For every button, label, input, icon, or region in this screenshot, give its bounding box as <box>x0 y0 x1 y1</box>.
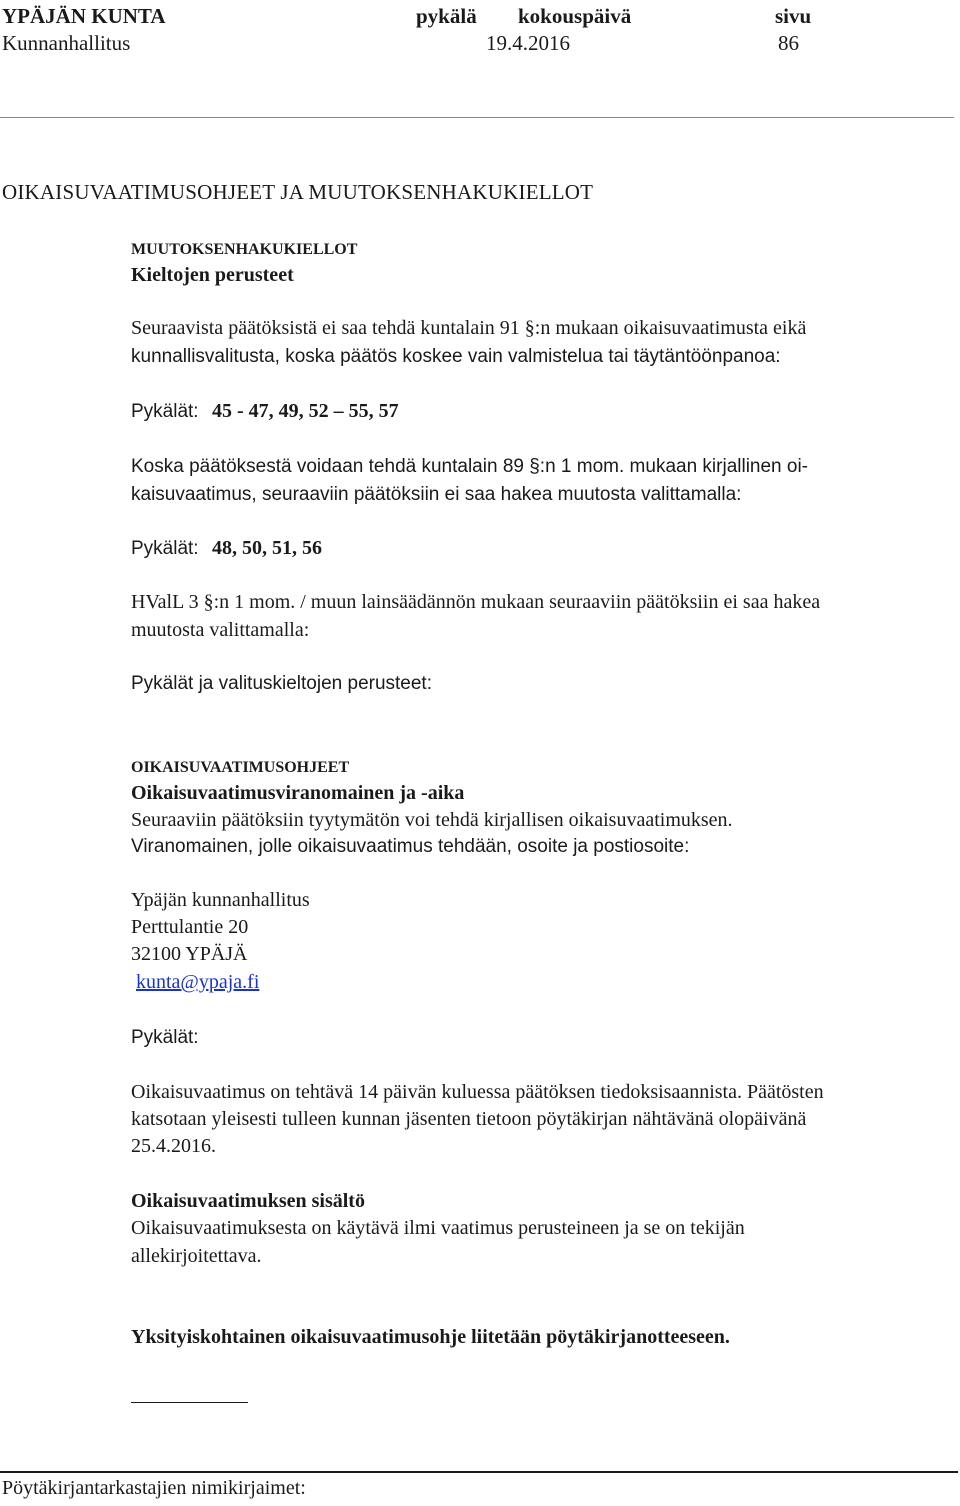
address-city: 32100 YPÄJÄ <box>131 943 248 965</box>
footer-divider <box>0 1471 958 1473</box>
content-line2: allekirjoitettava. <box>131 1245 262 1267</box>
instructions-heading: OIKAISUVAATIMUSOHJEET <box>131 759 350 776</box>
appendix-note: Yksityiskohtainen oikaisuvaatimusohje liitetään pöytäkirjanotteeseen. <box>131 1326 730 1348</box>
header-divider <box>0 117 954 118</box>
instructions-sections-label: Pykälät: <box>131 1027 199 1048</box>
address-name: Ypäjän kunnanhallitus <box>131 889 310 911</box>
header-col-section: pykälä <box>416 4 477 28</box>
org-name: YPÄJÄN KUNTA <box>2 4 166 28</box>
sections3-label: Pykälät ja valituskieltojen perusteet: <box>131 673 432 694</box>
content-heading: Oikaisuvaatimuksen sisältö <box>131 1190 365 1212</box>
restrictions-subheading: Kieltojen perusteet <box>131 264 294 286</box>
content-line1: Oikaisuvaatimuksesta on käytävä ilmi vaatimus perusteineen ja se on tekijän <box>131 1217 745 1239</box>
page-title: OIKAISUVAATIMUSOHJEET JA MUUTOKSENHAKUKIELLOT <box>2 180 594 204</box>
restrictions-para3-line2: muutosta valittamalla: <box>131 619 310 641</box>
signature-line <box>131 1402 248 1403</box>
instructions-subheading: Oikaisuvaatimusviranomainen ja -aika <box>131 782 465 804</box>
restrictions-para1-line2: kunnallisvalitusta, koska päätös koskee vain valmistelua tai täytäntöönpanoa: <box>131 346 781 367</box>
header-col-date: kokouspäivä <box>518 4 632 28</box>
restrictions-para2-line2: kaisuvaatimus, seuraaviin päätöksiin ei saa hakea muutosta valittamalla: <box>131 484 742 505</box>
sections2-value: 48, 50, 51, 56 <box>212 537 322 559</box>
header-col-page: sivu <box>775 4 812 28</box>
restrictions-para1-line1: Seuraavista päätöksistä ei saa tehdä kuntalain 91 §:n mukaan oikaisuvaatimusta eikä <box>131 317 807 339</box>
header-body: Kunnanhallitus <box>2 31 131 55</box>
header-page: 86 <box>778 31 799 55</box>
restrictions-para2-line1: Koska päätöksestä voidaan tehdä kuntalain 89 §:n 1 mom. mukaan kirjallinen oi- <box>131 456 809 477</box>
sections2-label: Pykälät: <box>131 538 199 559</box>
instructions-line2: Viranomainen, jolle oikaisuvaatimus tehdään, osoite ja postiosoite: <box>131 836 690 857</box>
deadline-line2: katsotaan yleisesti tulleen kunnan jäsenten tietoon pöytäkirjan nähtävänä olopäivänä <box>131 1108 807 1130</box>
instructions-line1: Seuraaviin päätöksiin tyytymätön voi tehdä kirjallisen oikaisuvaatimuksen. <box>131 809 733 831</box>
sections1-value: 45 - 47, 49, 52 – 55, 57 <box>212 400 399 422</box>
header-date: 19.4.2016 <box>486 31 570 55</box>
restrictions-heading: MUUTOKSENHAKUKIELLOT <box>131 241 358 258</box>
deadline-line1: Oikaisuvaatimus on tehtävä 14 päivän kuluessa päätöksen tiedoksisaannista. Päätösten <box>131 1081 824 1103</box>
deadline-line3: 25.4.2016. <box>131 1135 216 1157</box>
sections1-label: Pykälät: <box>131 401 199 422</box>
restrictions-para3-line1: HValL 3 §:n 1 mom. / muun lainsäädännön mukaan seuraaviin päätöksiin ei saa hakea <box>131 591 821 613</box>
signatures-label: Pöytäkirjantarkastajien nimikirjaimet: <box>2 1477 306 1499</box>
address-email-link[interactable]: kunta@ypaja.fi <box>136 971 260 993</box>
address-street: Perttulantie 20 <box>131 916 249 938</box>
